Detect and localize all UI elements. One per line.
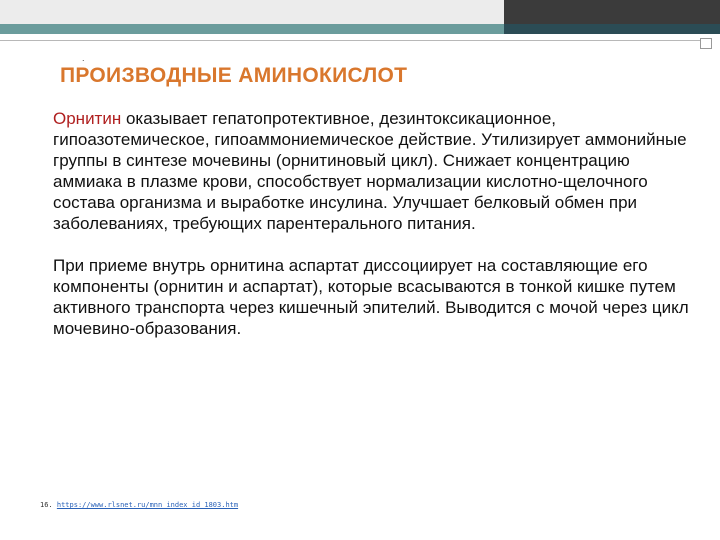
dark-accent-bar [504,24,720,34]
footnote-number: 16. [40,501,53,509]
top-decor-band-dark [504,0,720,24]
divider-line [0,40,700,41]
footnote [40,501,238,509]
ornithine-highlight: Орнитин [53,109,122,128]
slide-dot: . [82,53,85,63]
slide-content [53,108,703,339]
slide-title: ПРОИЗВОДНЫЕ АМИНОКИСЛОТ [60,64,408,87]
footnote-link[interactable]: https://www.rlsnet.ru/mnn_index_id_1803.htm [56,501,239,509]
paragraph-ornithine [53,108,703,234]
paragraph-1-text: оказывает гепатопротективное, дезинтоксикационное, гипоазотемическое, гипоаммониемическое действие. Утилизирует аммонийные группы в синтезе мочевины (орнитиновый цикл). Снижает концентрацию аммиака в плазме крови, способствует нормализации кислотно-щелочного состава организма и выработке инсулина. Улучшает белковый обмен при заболеваниях, требующих парентерального питания. [53,109,687,233]
corner-square [700,38,712,49]
paragraph-aspartate: При приеме внутрь орнитина аспартат диссоциирует на составляющие его компоненты (орнитин и аспартат), которые всасываются в тонкой кишке путем активного транспорта через кишечный эпителий. Выводится с мочой через цикл мочевино-образования. [53,256,689,338]
